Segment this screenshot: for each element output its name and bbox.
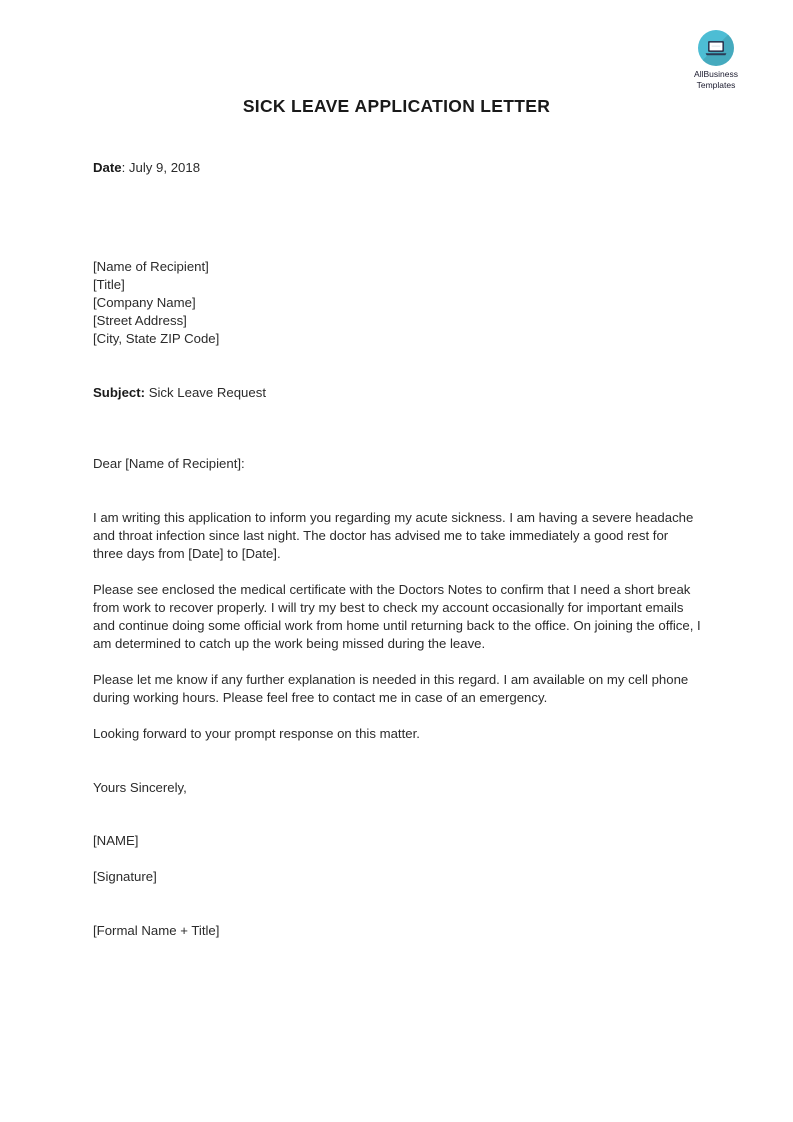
body-paragraph: Looking forward to your prompt response on this matter. bbox=[93, 726, 420, 741]
date-label: Date bbox=[93, 160, 122, 175]
subject-label: Subject: bbox=[93, 385, 146, 400]
brand-name-line2: Templates bbox=[696, 79, 736, 90]
body-paragraph: Please see enclosed the medical certificate with the Doctors Notes to confirm that I need a short break from work to recover properly. I will try my best to check my account occasionally for important emails and continue doing some official work from home until returning back to the office. On joining the office, I am determined to catch up the work being missed during the leave. bbox=[93, 582, 701, 651]
title-part-2: APPLICATION LETTER bbox=[354, 96, 551, 116]
closing-line: Yours Sincerely, bbox=[93, 780, 187, 795]
document-title bbox=[0, 96, 793, 117]
brand-logo bbox=[678, 30, 754, 90]
date-line bbox=[93, 159, 200, 177]
recipient-line: [Company Name] bbox=[93, 295, 196, 310]
signature-placeholder: [Signature] bbox=[93, 869, 157, 884]
signature-name: [NAME] bbox=[93, 833, 139, 848]
recipient-line: [Title] bbox=[93, 277, 125, 292]
body-paragraph: I am writing this application to inform you regarding my acute sickness. I am having a severe headache and throat infection since last night. The doctor has advised me to take immediately a good rest for three days from [Date] to [Date]. bbox=[93, 510, 694, 561]
recipient-line: [Name of Recipient] bbox=[93, 259, 209, 274]
recipient-line: [Street Address] bbox=[93, 313, 187, 328]
subject-value: Sick Leave Request bbox=[145, 385, 266, 400]
title-part-1: SICK LEAVE bbox=[242, 96, 350, 116]
salutation: Dear [Name of Recipient]: bbox=[93, 456, 245, 471]
brand-name-line1: AllBusiness bbox=[694, 69, 738, 79]
recipient-block bbox=[93, 258, 219, 348]
laptop-glyph bbox=[705, 40, 727, 56]
laptop-icon bbox=[698, 30, 734, 66]
date-value: : July 9, 2018 bbox=[121, 160, 201, 175]
body-paragraph: Please let me know if any further explanation is needed in this regard. I am available on my cell phone during working hours. Please feel free to contact me in case of an emergency. bbox=[93, 672, 689, 705]
recipient-line: [City, State ZIP Code] bbox=[93, 331, 220, 346]
brand-name bbox=[678, 69, 754, 90]
subject-line bbox=[93, 384, 266, 402]
signature-formal-title: [Formal Name + Title] bbox=[93, 923, 220, 938]
